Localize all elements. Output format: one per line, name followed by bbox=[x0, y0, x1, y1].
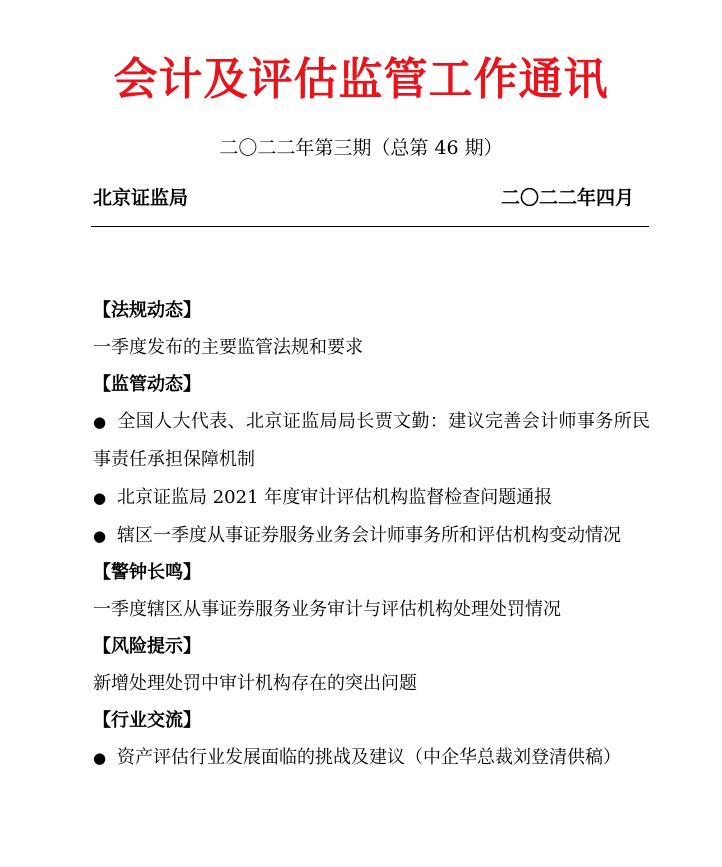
section-title: 【监管动态】 bbox=[93, 374, 201, 395]
list-item: 新增处理处罚中审计机构存在的突出问题 bbox=[93, 673, 417, 694]
bullet-text: 辖区一季度从事证券服务业务会计师事务所和评估机构变动情况 bbox=[117, 525, 621, 546]
list-item: 一季度发布的主要监管法规和要求 bbox=[93, 337, 363, 358]
bullet-text: 资产评估行业发展面临的挑战及建议（中企华总裁刘登清供稿） bbox=[117, 747, 621, 768]
header-divider bbox=[91, 226, 649, 227]
bullet-text: 北京证监局 2021 年度审计评估机构监督检查问题通报 bbox=[117, 487, 553, 508]
list-item: 一季度辖区从事证券服务业务审计与评估机构处理处罚情况 bbox=[93, 599, 561, 620]
table-of-contents bbox=[93, 293, 650, 777]
bullet-item bbox=[93, 739, 650, 777]
section-title: 【行业交流】 bbox=[93, 710, 201, 731]
section-title: 【警钟长鸣】 bbox=[93, 562, 201, 583]
bullet-icon: ● bbox=[93, 489, 107, 507]
publish-date: 二〇二二年四月 bbox=[500, 187, 634, 209]
bullet-item bbox=[93, 517, 650, 555]
issue-number: 二〇二二年第三期（总第 46 期） bbox=[219, 137, 503, 159]
bullet-icon: ● bbox=[93, 749, 107, 767]
bullet-icon: ● bbox=[93, 413, 107, 431]
bullet-item bbox=[93, 479, 650, 517]
newsletter-title: 会计及评估监管工作通讯 bbox=[113, 54, 609, 105]
section-title: 【风险提示】 bbox=[93, 636, 201, 657]
section-title: 【法规动态】 bbox=[93, 300, 201, 321]
publisher: 北京证监局 bbox=[93, 187, 189, 209]
bullet-item bbox=[93, 403, 650, 479]
bullet-icon: ● bbox=[93, 527, 107, 545]
bullet-text: 全国人大代表、北京证监局局长贾文勤：建议完善会计师事务所民事责任承担保障机制 bbox=[93, 411, 650, 470]
